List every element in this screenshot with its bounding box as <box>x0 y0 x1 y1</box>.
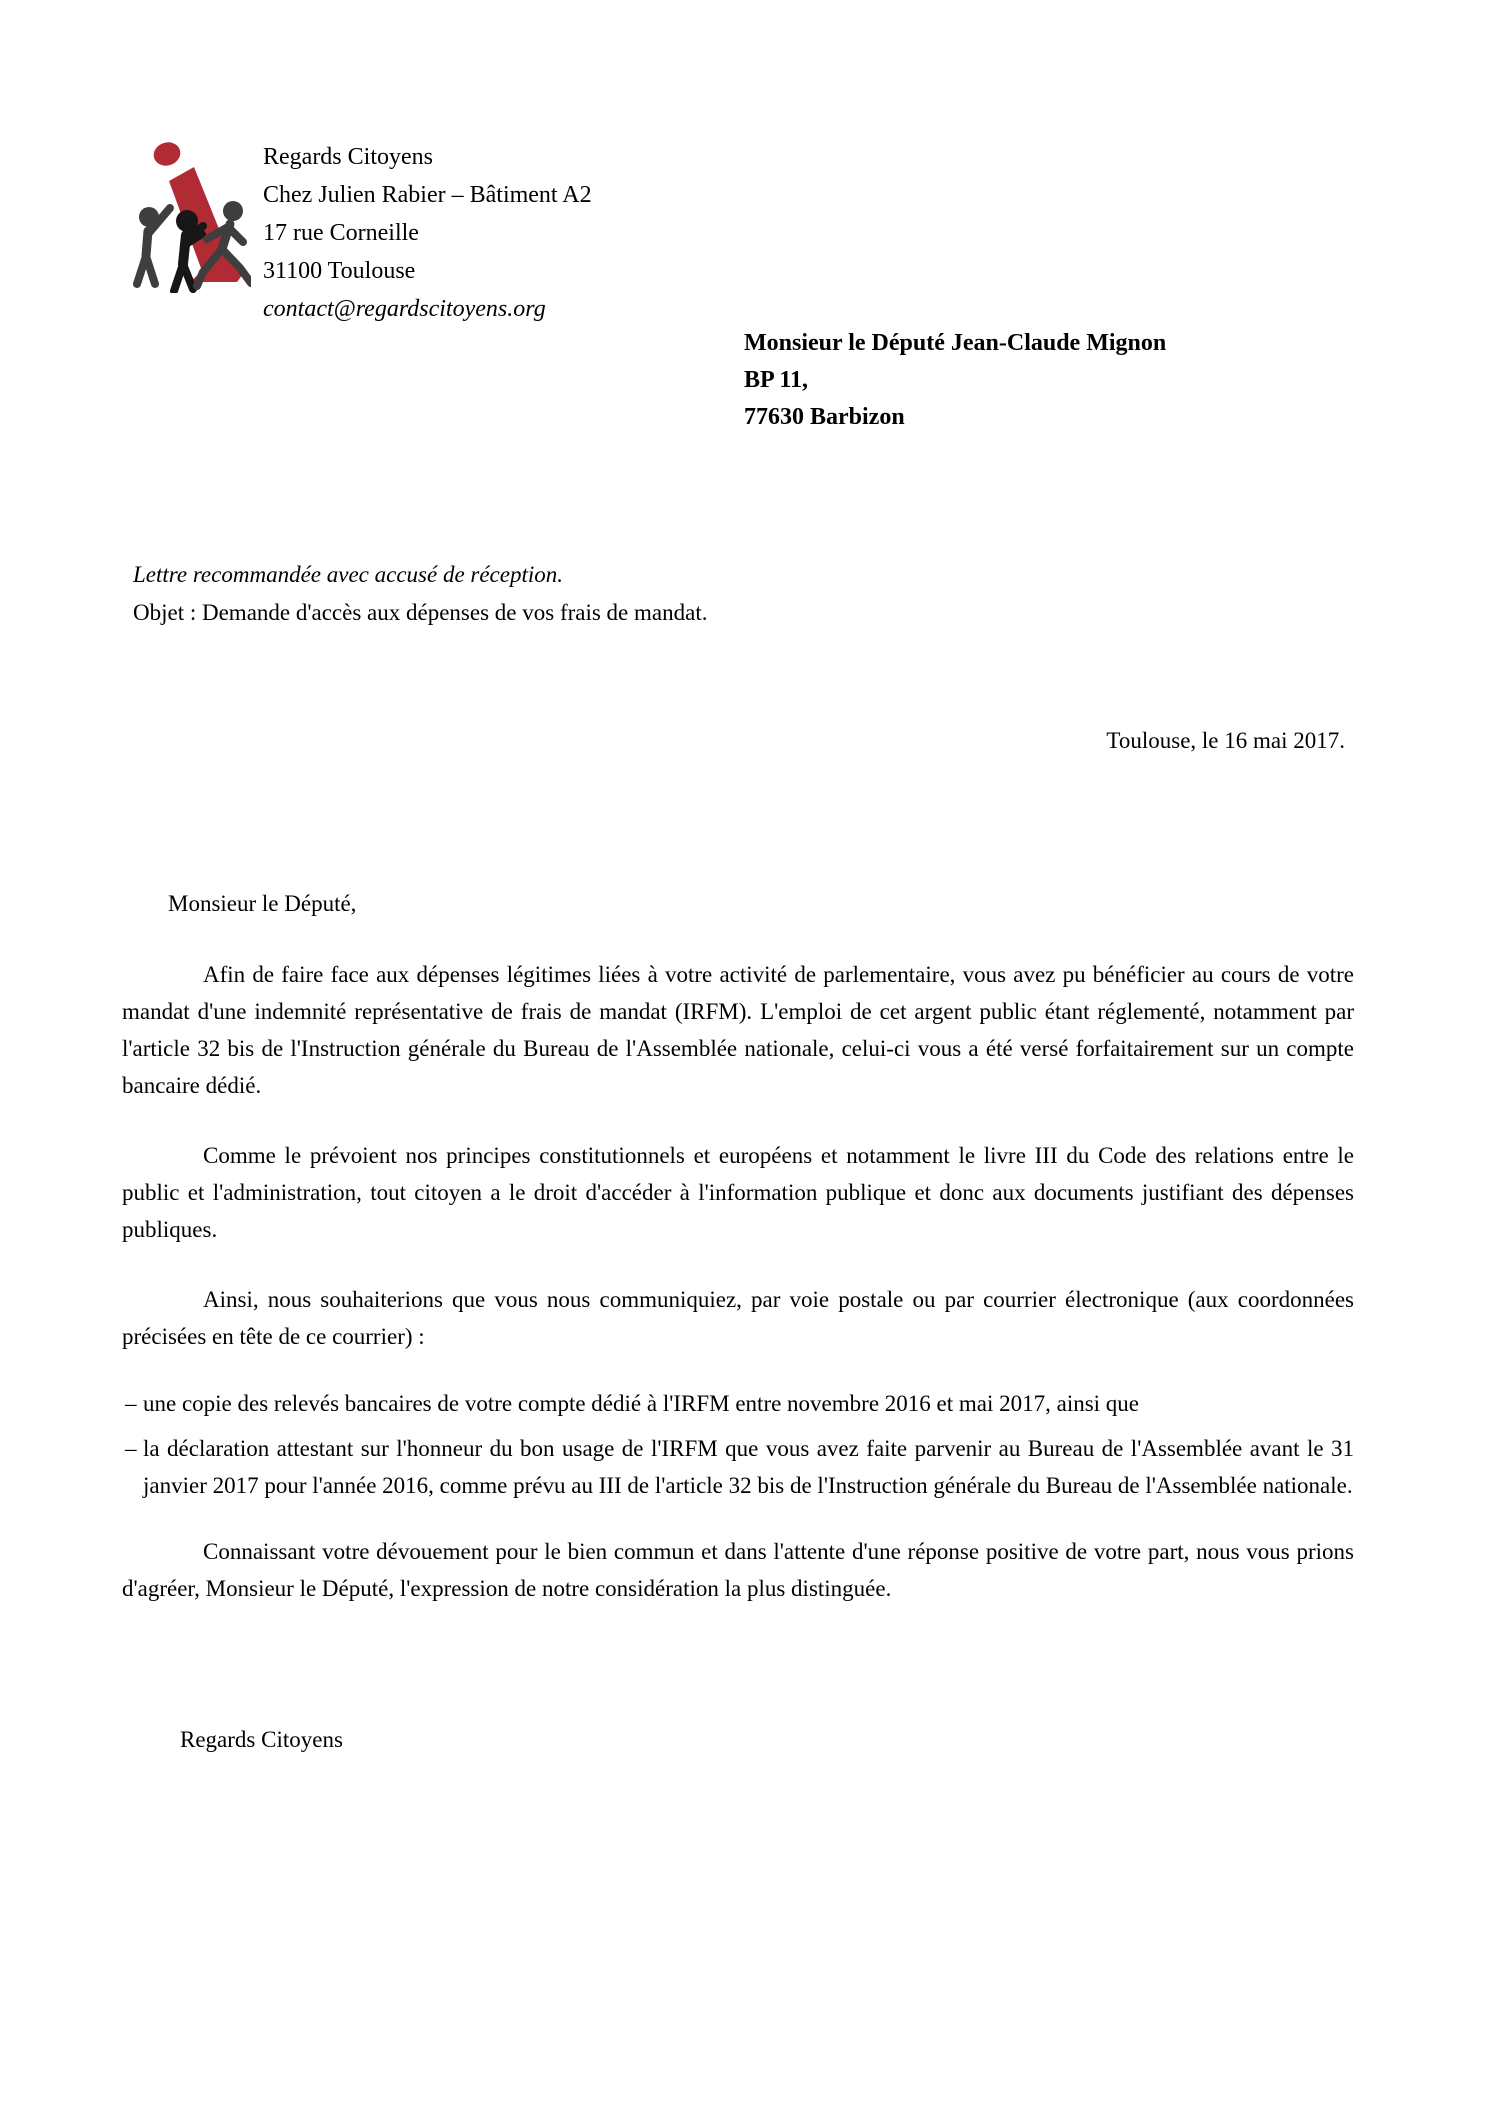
subject-line: Objet : Demande d'accès aux dépenses de vos frais de mandat. <box>133 600 708 625</box>
letter-body <box>122 885 1354 1758</box>
sender-name: Regards Citoyens <box>263 144 433 170</box>
closing-paragraph: Connaissant votre dévouement pour le bien commun et dans l'attente d'une réponse positive de votre part, nous vous prions d'agréer, Monsieur le Député, l'expression de notre considération la plus distinguée. <box>122 1539 1354 1601</box>
sender-address-block <box>263 135 592 328</box>
recipient-name: Monsieur le Député Jean-Claude Mignon <box>744 330 1167 356</box>
list-item-text: une copie des relevés bancaires de votre compte dédié à l'IRFM entre novembre 2016 et mai 2017, ainsi que <box>143 1391 1140 1416</box>
salutation: Monsieur le Député, <box>168 891 357 916</box>
recipient-address-line: BP 11, <box>744 367 809 393</box>
regards-citoyens-logo-icon <box>133 135 251 293</box>
sender-address-line: Chez Julien Rabier – Bâtiment A2 <box>263 182 592 208</box>
signature: Regards Citoyens <box>180 1727 343 1752</box>
recipient-address-line: 77630 Barbizon <box>744 404 905 430</box>
dash-bullet: – <box>125 1391 137 1416</box>
body-paragraph: Ainsi, nous souhaiterions que vous nous communiquiez, par voie postale ou par courrier électronique (aux coordonnées précisées en tête de ce courrier) : <box>122 1287 1354 1349</box>
regards-citoyens-logo <box>133 135 251 293</box>
dash-bullet: – <box>125 1436 137 1461</box>
sender-address-line: 17 rue Corneille <box>263 220 419 246</box>
body-paragraph: Comme le prévoient nos principes constitutionnels et européens et notamment le livre III du Code des relations entre le public et l'administration, tout citoyen a le droit d'accéder à l'information publique et donc aux documents justifiant des dépenses publiques. <box>122 1143 1354 1242</box>
list-item <box>122 1430 1354 1504</box>
list-item <box>122 1385 1354 1422</box>
reference-block <box>133 556 707 632</box>
sender-email: contact@regardscitoyens.org <box>263 296 546 322</box>
sender-address-line: 31100 Toulouse <box>263 258 416 284</box>
dateline: Toulouse, le 16 mai 2017. <box>1106 728 1345 753</box>
list-item-text: la déclaration attestant sur l'honneur du bon usage de l'IRFM que vous avez faite parvenir au Bureau de l'Assemblée avant le 31 janvier 2017 pour l'année 2016, comme prévu au III de l'article 32 bis de l'Instruction générale du Bureau de l'Assemblée nationale. <box>143 1436 1354 1498</box>
logo-person-left <box>137 207 170 284</box>
letterhead <box>133 135 592 328</box>
logo-i-dot <box>151 139 184 169</box>
recipient-address-block <box>744 325 1166 436</box>
body-paragraph: Afin de faire face aux dépenses légitimes liées à votre activité de parlementaire, vous avez pu bénéficier au cours de votre mandat d'une indemnité représentative de frais de mandat (IRFM). L'emploi de cet argent public étant réglementé, notamment par l'article 32 bis de l'Instruction générale du Bureau de l'Assemblée nationale, celui-ci vous a été versé forfaitairement sur un compte bancaire dédié. <box>122 962 1354 1098</box>
request-list <box>122 1385 1354 1504</box>
registered-mail-notice: Lettre recommandée avec accusé de réception. <box>133 562 564 587</box>
